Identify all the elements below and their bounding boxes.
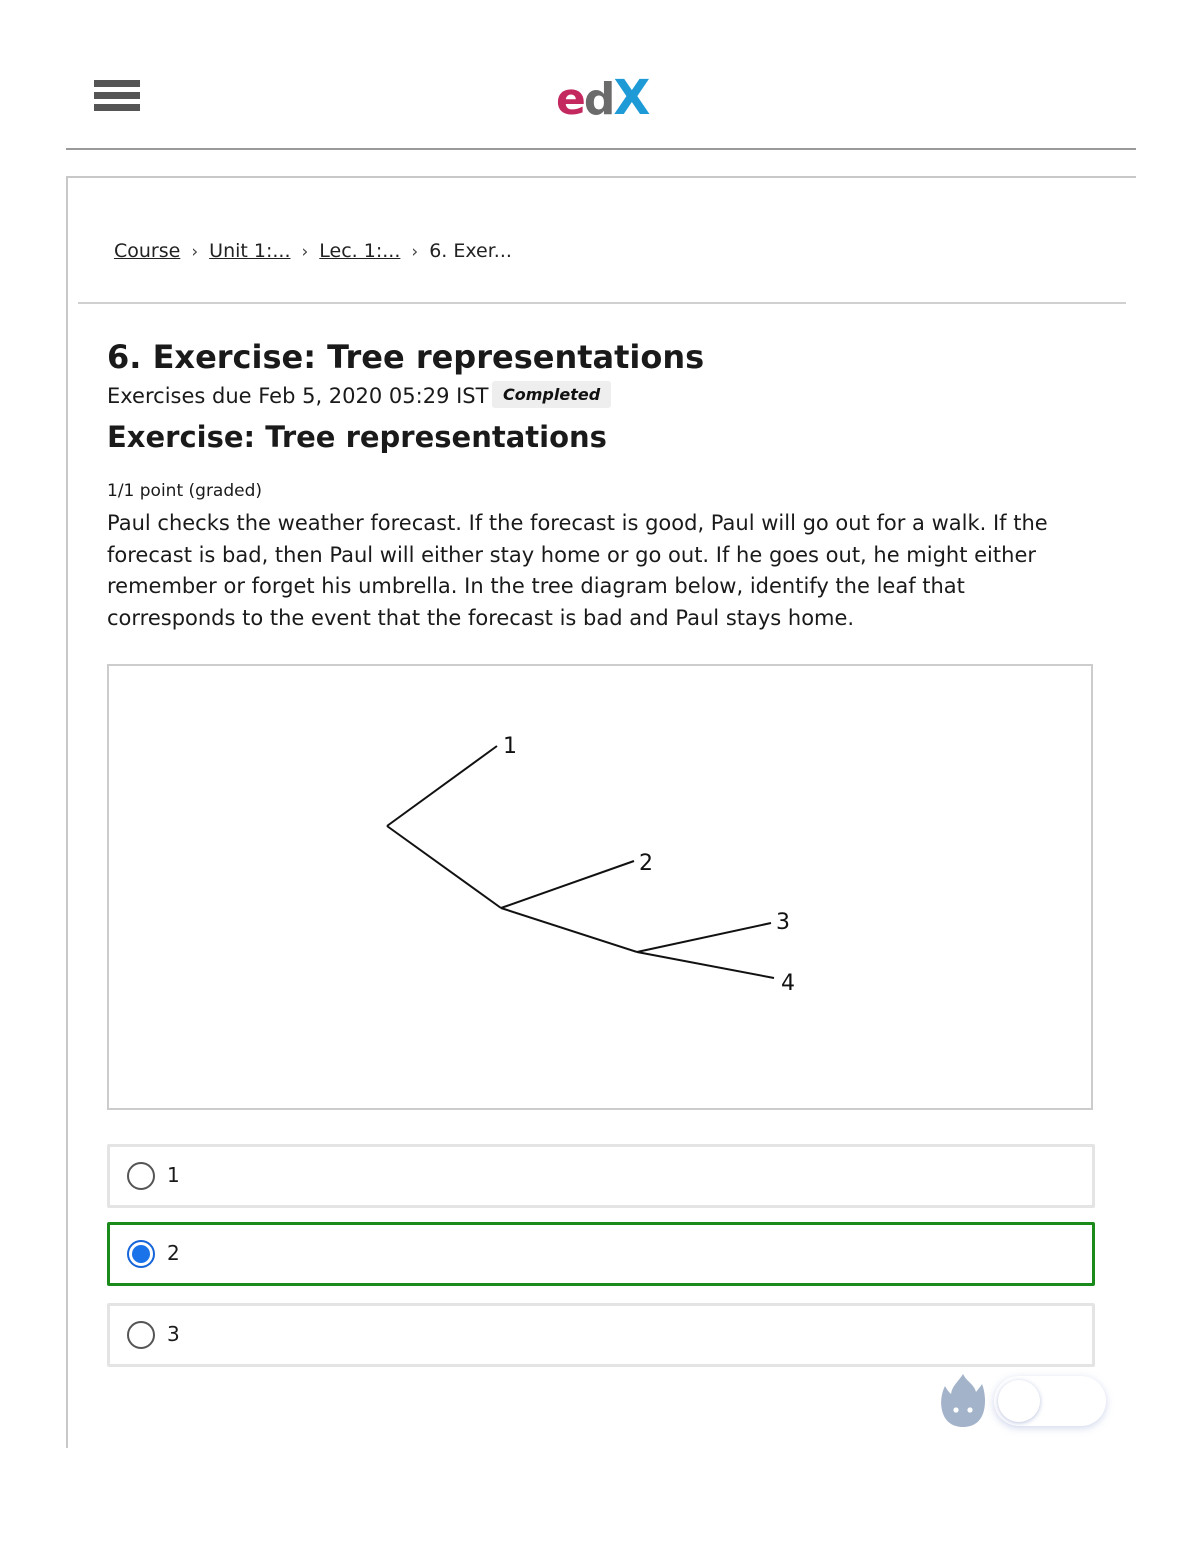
chevron-right-icon: › xyxy=(191,242,199,262)
toggle-knob xyxy=(998,1380,1040,1422)
breadcrumb-lecture[interactable]: Lec. 1:... xyxy=(319,240,401,262)
toggle-switch[interactable] xyxy=(994,1376,1106,1426)
breadcrumb-course[interactable]: Course xyxy=(114,240,181,262)
answer-option-3[interactable] xyxy=(107,1303,1095,1367)
edx-logo[interactable]: edX xyxy=(556,70,649,126)
radio-button[interactable] xyxy=(127,1162,155,1190)
hamburger-menu-icon[interactable] xyxy=(94,80,140,118)
option-label: 3 xyxy=(167,1322,180,1346)
due-date: Exercises due Feb 5, 2020 05:29 IST xyxy=(107,384,489,408)
option-label: 2 xyxy=(167,1241,180,1265)
radio-button[interactable] xyxy=(127,1321,155,1349)
leaf-label-2: 2 xyxy=(639,851,653,876)
leaf-label-3: 3 xyxy=(776,910,790,935)
branch-root-leaf1 xyxy=(387,746,497,826)
points-info: 1/1 point (graded) xyxy=(107,481,263,501)
branch-node-subnode xyxy=(501,908,637,952)
tree-diagram xyxy=(107,664,1093,1110)
question-text: Paul checks the weather forecast. If the forecast is good, Paul will go out for a walk. If the forecast is bad, then Paul will either stay home or go out. If he goes out, he might either remember or forget his umbrella. In the tree diagram below, identify the leaf that corresponds to the event that the forecast is bad and Paul stays home. xyxy=(107,511,1048,630)
answer-option-1[interactable] xyxy=(107,1144,1095,1208)
branch-node-leaf2 xyxy=(501,861,634,908)
leaf-label-4: 4 xyxy=(781,971,795,996)
answer-option-2[interactable] xyxy=(107,1222,1095,1286)
tree-diagram-svg xyxy=(109,666,1091,1108)
leaf-label-1: 1 xyxy=(503,734,517,759)
option-label: 1 xyxy=(167,1163,180,1187)
branch-subnode-leaf3 xyxy=(637,923,771,952)
breadcrumb xyxy=(114,240,512,262)
top-header xyxy=(66,0,1136,150)
breadcrumb-divider xyxy=(78,302,1126,304)
page-title: 6. Exercise: Tree representations xyxy=(107,338,705,376)
radio-button-selected[interactable] xyxy=(127,1240,155,1268)
status-badge: Completed xyxy=(492,381,611,408)
fire-icon[interactable] xyxy=(940,1372,986,1428)
branch-subnode-leaf4 xyxy=(637,952,774,978)
branch-root-node xyxy=(387,826,501,908)
breadcrumb-unit[interactable]: Unit 1:... xyxy=(209,240,291,262)
chevron-right-icon: › xyxy=(411,242,419,262)
chevron-right-icon: › xyxy=(301,242,309,262)
breadcrumb-current: 6. Exer... xyxy=(429,240,512,262)
problem-title: Exercise: Tree representations xyxy=(107,420,607,454)
